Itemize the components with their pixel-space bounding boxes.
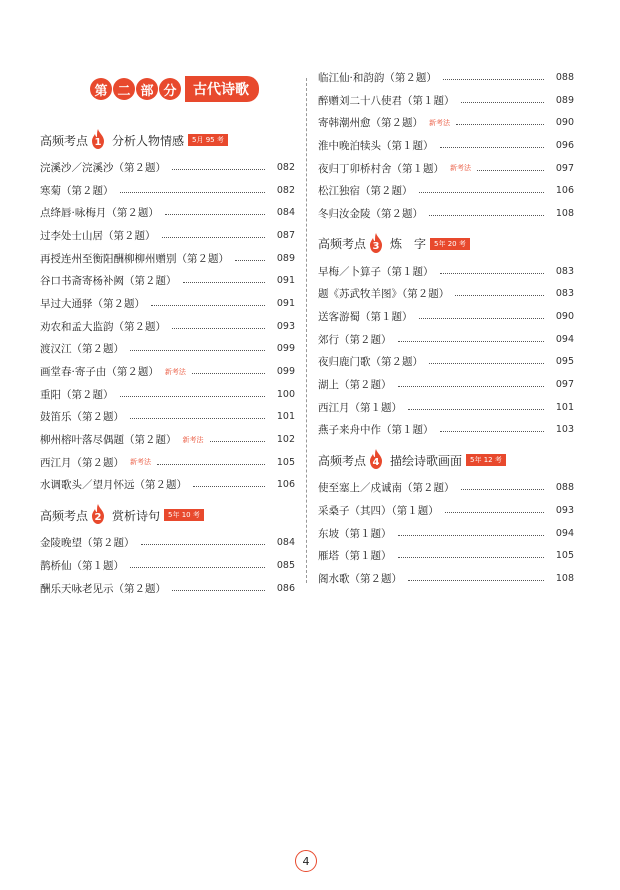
toc-right-column	[318, 66, 574, 590]
dot-leader	[443, 79, 544, 80]
section-number	[90, 131, 106, 149]
entry-title: 松江独宿（第２题）	[318, 185, 413, 198]
part-title-chars	[90, 78, 182, 100]
entry-title: 使至塞上／戍诚南（第２题）	[318, 482, 455, 495]
toc-entry[interactable]	[40, 224, 295, 247]
dot-leader	[130, 350, 265, 351]
entry-title: 鼓笛乐（第２题）	[40, 411, 124, 424]
entry-title: 重阳（第２题）	[40, 388, 114, 401]
toc-entry[interactable]	[318, 476, 574, 499]
entry-page: 084	[276, 537, 295, 549]
entry-title: 夜归丁卯桥村舍（第１题）	[318, 162, 444, 175]
column-divider	[306, 78, 307, 583]
entry-title: 临江仙·和韵韵（第２题）	[318, 71, 437, 84]
entry-title: 题《苏武牧羊图》（第２题）	[318, 288, 450, 301]
dot-leader	[398, 386, 545, 387]
section-badge: 5年 12 考	[466, 454, 506, 466]
section-heading	[40, 502, 295, 528]
entry-page: 093	[276, 320, 295, 332]
dot-leader	[130, 567, 265, 568]
toc-entry[interactable]	[40, 531, 295, 554]
entry-title: 早过大通驿（第２题）	[40, 297, 145, 310]
toc-entry[interactable]	[40, 179, 295, 202]
toc-entry[interactable]	[40, 554, 295, 577]
toc-entry[interactable]	[318, 89, 574, 112]
section-label: 高频考点	[318, 237, 367, 252]
toc-entry[interactable]	[318, 351, 574, 374]
toc-entry[interactable]	[40, 292, 295, 315]
entry-title: 阁水歌（第２题）	[318, 572, 402, 585]
toc-entry[interactable]	[318, 328, 574, 351]
entry-title: 醉赠刘二十八使君（第１题）	[318, 94, 455, 107]
entry-title: 渡汉江（第２题）	[40, 343, 124, 356]
dot-leader	[193, 486, 265, 487]
section-number	[90, 506, 106, 524]
toc-entry[interactable]	[318, 202, 574, 225]
part-title-char: 二	[113, 78, 135, 100]
entry-page: 082	[276, 161, 295, 173]
entry-title: 夜归鹿门歌（第２题）	[318, 356, 423, 369]
entry-page: 089	[276, 252, 295, 264]
entry-page: 088	[555, 482, 574, 494]
part-title-char: 分	[159, 78, 181, 100]
entry-title: 郊行（第２题）	[318, 333, 392, 346]
entry-title: 画堂春·寄子由（第２题）	[40, 366, 159, 379]
toc-entry[interactable]	[40, 338, 295, 361]
entry-title: 早梅／卜算子（第１题）	[318, 265, 434, 278]
dot-leader	[398, 535, 545, 536]
section-badge: 5年 20 考	[430, 238, 470, 250]
entry-page: 086	[276, 582, 295, 594]
toc-entry[interactable]	[318, 157, 574, 180]
entry-title: 过李处士山居（第２题）	[40, 229, 156, 242]
entry-title: 浣溪沙／浣溪沙（第２题）	[40, 161, 166, 174]
entry-title: 寒菊（第２题）	[40, 184, 114, 197]
section-label: 高频考点	[40, 133, 89, 148]
entry-page: 094	[555, 333, 574, 345]
toc-entry[interactable]	[40, 383, 295, 406]
entry-title: 西江月（第１题）	[318, 401, 402, 414]
toc-entry[interactable]	[318, 305, 574, 328]
section-label: 高频考点	[318, 453, 367, 468]
section-title: 描绘诗歌画面	[390, 453, 463, 468]
entry-page: 082	[276, 184, 295, 196]
entry-page: 094	[555, 527, 574, 539]
toc-entry[interactable]	[318, 419, 574, 442]
new-method-tag: 新考法	[130, 458, 151, 467]
section-number-text: 3	[372, 240, 380, 252]
entry-title: 燕子来舟中作（第１题）	[318, 424, 434, 437]
section-title: 分析人物情感	[112, 133, 185, 148]
section-title: 炼 字	[390, 237, 427, 252]
section-heading	[40, 127, 295, 153]
dot-leader	[477, 170, 544, 171]
page-number: 4	[295, 850, 317, 872]
entry-page: 100	[276, 388, 295, 400]
toc-entry[interactable]	[40, 577, 295, 600]
entry-page: 087	[276, 229, 295, 241]
entry-page: 089	[555, 94, 574, 106]
entry-page: 085	[276, 559, 295, 571]
dot-leader	[461, 102, 545, 103]
dot-leader	[398, 557, 545, 558]
entry-page: 084	[276, 207, 295, 219]
toc-entry[interactable]	[318, 396, 574, 419]
section-badge: 5年 10 考	[164, 509, 204, 521]
dot-leader	[419, 318, 545, 319]
toc-entry[interactable]	[318, 522, 574, 545]
dot-leader	[461, 489, 545, 490]
entry-title: 再授连州至衡阳酬柳柳州赠别（第２题）	[40, 252, 229, 265]
toc-entry[interactable]	[40, 156, 295, 179]
entry-page: 088	[555, 71, 574, 83]
entry-title: 谷口书斋寄杨补阙（第２题）	[40, 275, 177, 288]
part-title-char: 部	[136, 78, 158, 100]
entry-page: 093	[555, 504, 574, 516]
dot-leader	[440, 431, 545, 432]
section-number-text: 1	[94, 137, 102, 148]
entry-title: 柳州榕叶落尽偶题（第２题）	[40, 434, 177, 447]
entry-title: 点绛唇·咏梅月（第２题）	[40, 207, 159, 220]
entry-title: 寄韩潮州愈（第２题）	[318, 117, 423, 130]
section-heading	[318, 447, 574, 473]
dot-leader	[445, 512, 544, 513]
part-title-char: 第	[90, 78, 112, 100]
entry-page: 105	[555, 550, 574, 562]
part-subtitle: 古代诗歌	[185, 76, 259, 102]
dot-leader	[157, 464, 265, 465]
section-number	[368, 451, 384, 469]
dot-leader	[419, 192, 545, 193]
dot-leader	[235, 260, 265, 261]
dot-leader	[183, 282, 266, 283]
toc-entry[interactable]	[318, 260, 574, 283]
entry-page: 090	[555, 117, 574, 129]
section-number	[368, 235, 384, 253]
section-badge: 5月 95 考	[188, 134, 228, 146]
toc-entry[interactable]	[318, 111, 574, 134]
section-number-text: 2	[94, 512, 102, 524]
entry-title: 劝农和孟大监韵（第２题）	[40, 320, 166, 333]
dot-leader	[192, 373, 265, 374]
toc-entry[interactable]	[318, 544, 574, 567]
toc-entry[interactable]	[318, 567, 574, 590]
dot-leader	[440, 147, 545, 148]
toc-entry[interactable]	[40, 406, 295, 429]
entry-title: 采桑子（其四）（第１题）	[318, 504, 439, 517]
dot-leader	[210, 441, 266, 442]
section-label: 高频考点	[40, 508, 89, 523]
dot-leader	[408, 580, 544, 581]
dot-leader	[172, 590, 265, 591]
entry-page: 097	[555, 379, 574, 391]
entry-title: 冬归汝金陵（第２题）	[318, 207, 423, 220]
entry-page: 106	[555, 185, 574, 197]
entry-page: 097	[555, 162, 574, 174]
toc-entry[interactable]	[40, 474, 295, 497]
dot-leader	[172, 328, 265, 329]
dot-leader	[455, 295, 544, 296]
toc-entry[interactable]	[318, 134, 574, 157]
dot-leader	[408, 409, 544, 410]
entry-title: 金陵晚望（第２题）	[40, 537, 135, 550]
entry-page: 105	[276, 456, 295, 468]
entry-page: 108	[555, 207, 574, 219]
entry-page: 091	[276, 275, 295, 287]
dot-leader	[398, 341, 545, 342]
toc-entry[interactable]	[318, 66, 574, 89]
toc-left-column	[40, 121, 295, 599]
entry-title: 淮中晚泊犊头（第１题）	[318, 139, 434, 152]
entry-title: 酬乐天咏老见示（第２题）	[40, 582, 166, 595]
dot-leader	[162, 237, 266, 238]
toc-entry[interactable]	[40, 201, 295, 224]
new-method-tag: 新考法	[429, 118, 450, 127]
toc-entry[interactable]	[40, 247, 295, 270]
entry-page: 103	[555, 424, 574, 436]
dot-leader	[120, 396, 266, 397]
entry-title: 水调歌头／望月怀远（第２题）	[40, 479, 187, 492]
toc-entry[interactable]	[318, 179, 574, 202]
entry-page: 091	[276, 297, 295, 309]
part-title	[90, 77, 259, 101]
dot-leader	[172, 169, 265, 170]
dot-leader	[165, 214, 265, 215]
entry-page: 083	[555, 288, 574, 300]
dot-leader	[141, 544, 266, 545]
section-heading	[318, 231, 574, 257]
entry-page: 108	[555, 572, 574, 584]
dot-leader	[120, 192, 266, 193]
entry-page: 102	[276, 434, 295, 446]
toc-entry[interactable]	[318, 373, 574, 396]
entry-page: 096	[555, 139, 574, 151]
dot-leader	[429, 215, 544, 216]
entry-title: 鹊桥仙（第１题）	[40, 559, 124, 572]
toc-entry[interactable]	[40, 269, 295, 292]
section-title: 赏析诗句	[112, 508, 161, 523]
entry-page: 101	[276, 411, 295, 423]
entry-title: 湖上（第２题）	[318, 379, 392, 392]
toc-entry[interactable]	[318, 499, 574, 522]
dot-leader	[151, 305, 265, 306]
entry-title: 西江月（第２题）	[40, 456, 124, 469]
entry-page: 095	[555, 356, 574, 368]
dot-leader	[130, 418, 265, 419]
toc-entry[interactable]	[318, 283, 574, 306]
entry-page: 099	[276, 366, 295, 378]
toc-entry[interactable]	[40, 428, 295, 451]
entry-title: 送客游蜀（第１题）	[318, 311, 413, 324]
new-method-tag: 新考法	[182, 435, 204, 444]
dot-leader	[456, 124, 544, 125]
entry-title: 东坡（第１题）	[318, 527, 392, 540]
toc-entry[interactable]	[40, 315, 295, 338]
toc-entry[interactable]	[40, 451, 295, 474]
new-method-tag: 新考法	[450, 164, 471, 173]
entry-page: 101	[555, 401, 574, 413]
toc-entry[interactable]	[40, 360, 295, 383]
entry-title: 雁塔（第１题）	[318, 550, 392, 563]
entry-page: 083	[555, 265, 574, 277]
entry-page: 099	[276, 343, 295, 355]
entry-page: 106	[276, 479, 295, 491]
dot-leader	[440, 273, 545, 274]
dot-leader	[429, 363, 544, 364]
entry-page: 090	[555, 311, 574, 323]
section-number-text: 4	[372, 457, 380, 469]
new-method-tag: 新考法	[164, 367, 186, 376]
